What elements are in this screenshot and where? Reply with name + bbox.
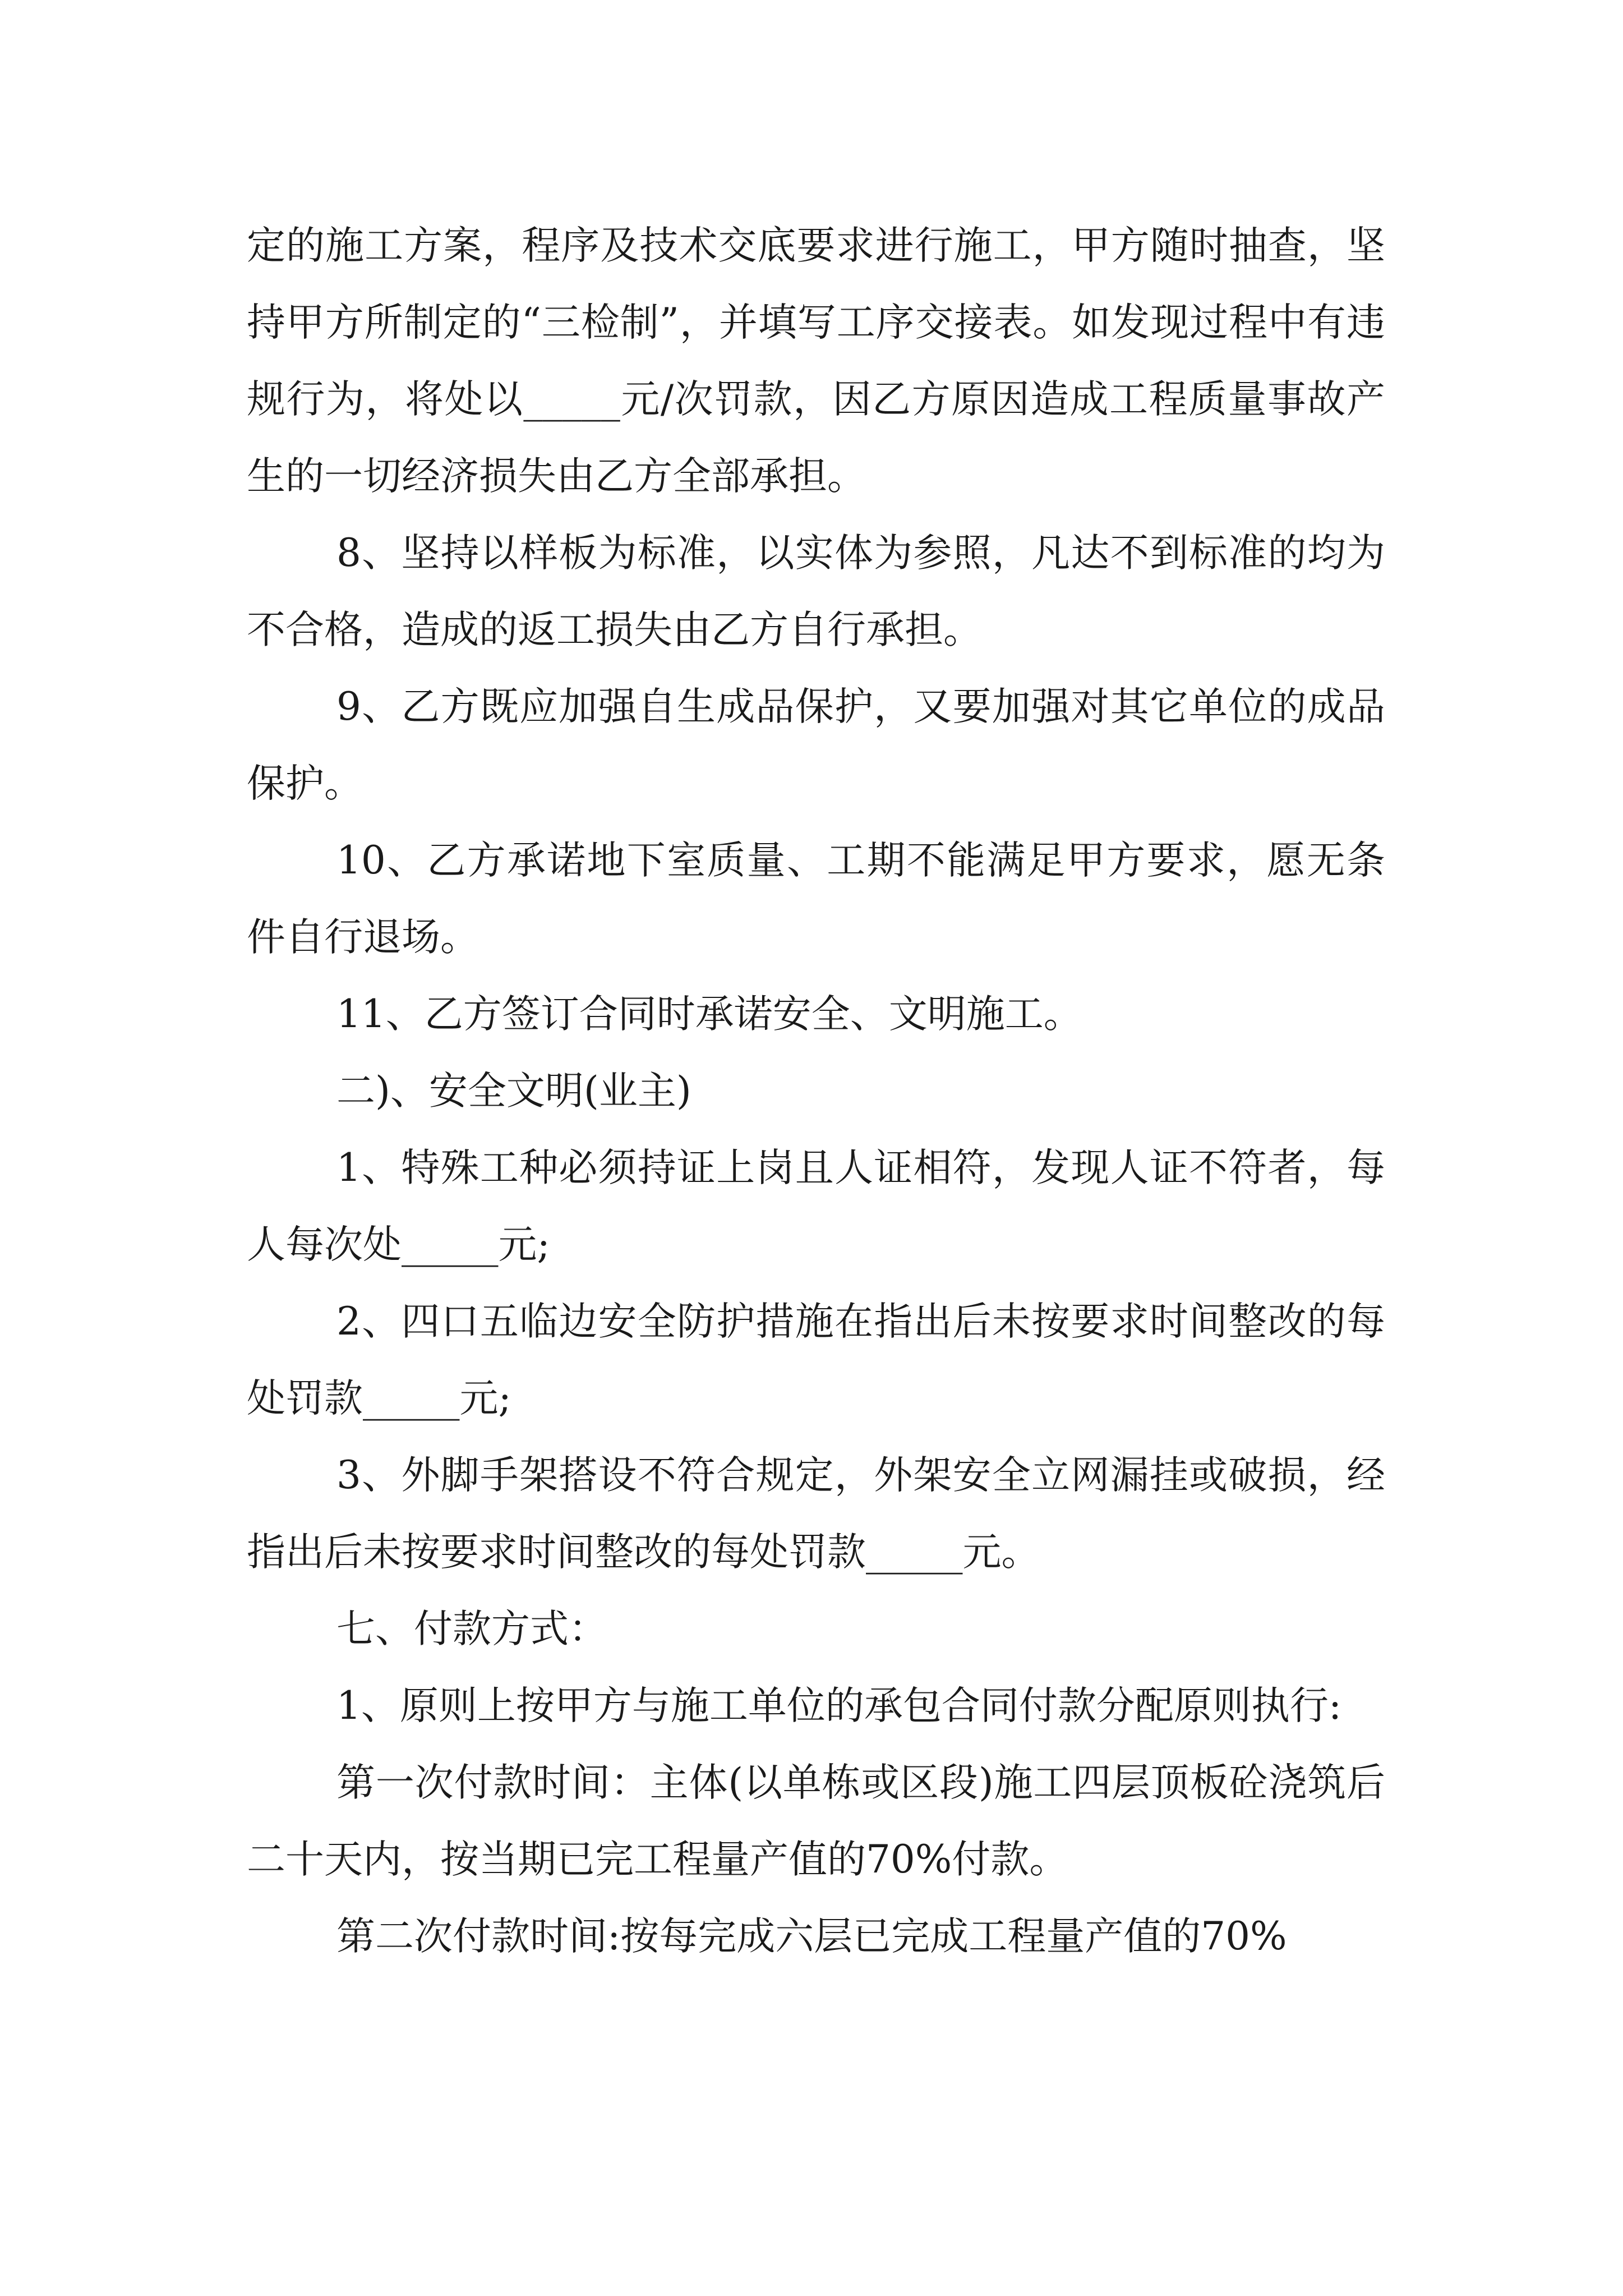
paragraph-payment-item-1: 1、原则上按甲方与施工单位的承包合同付款分配原则执行: [336,1683,1342,1728]
section-heading-payment: 七、付款方式： [336,1607,607,1651]
paragraph-item-11: 11、乙方签订合同时承诺安全、文明施工。 [336,992,1082,1037]
paragraph-item-8: 8、坚持以样板为标准，以实体为参照，凡达不到标准的均为不合格，造成的返工损失由乙方自行承担。 [247,531,1385,652]
paragraph-safety-item-2: 2、四口五临边安全防护措施在指出后未按要求时间整改的每处罚款_____元; [247,1299,1385,1421]
paragraph-item-10: 10、乙方承诺地下室质量、工期不能满足甲方要求，愿无条件自行退场。 [247,838,1385,960]
paragraph-safety-item-3: 3、外脚手架搭设不符合规定，外架安全立网漏挂或破损，经指出后未按要求时间整改的每处罚款_____元。 [247,1453,1385,1575]
document-body [247,208,1385,1975]
section-heading-safety: 二)、安全文明(业主) [336,1069,691,1114]
paragraph-first-payment: 第一次付款时间：主体(以单栋或区段)施工四层顶板砼浇筑后二十天内，按当期已完工程量产值的70%付款。 [247,1760,1385,1882]
paragraph-construction-plan: 定的施工方案，程序及技术交底要求进行施工，甲方随时抽查，坚持甲方所制定的“三检制”，并填写工序交接表。如发现过程中有违规行为，将处以_____元/次罚款，因乙方原因造成工程质量事故产生的一切经济损失由乙方全部承担。 [247,223,1385,499]
paragraph-safety-item-1: 1、特殊工种必须持证上岗且人证相符，发现人证不符者，每人每次处_____元; [247,1145,1385,1267]
paragraph-second-payment: 第二次付款时间:按每完成六层已完成工程量产值的70% [336,1914,1287,1959]
paragraph-item-9: 9、乙方既应加强自生成品保护，又要加强对其它单位的成品保护。 [247,684,1385,806]
